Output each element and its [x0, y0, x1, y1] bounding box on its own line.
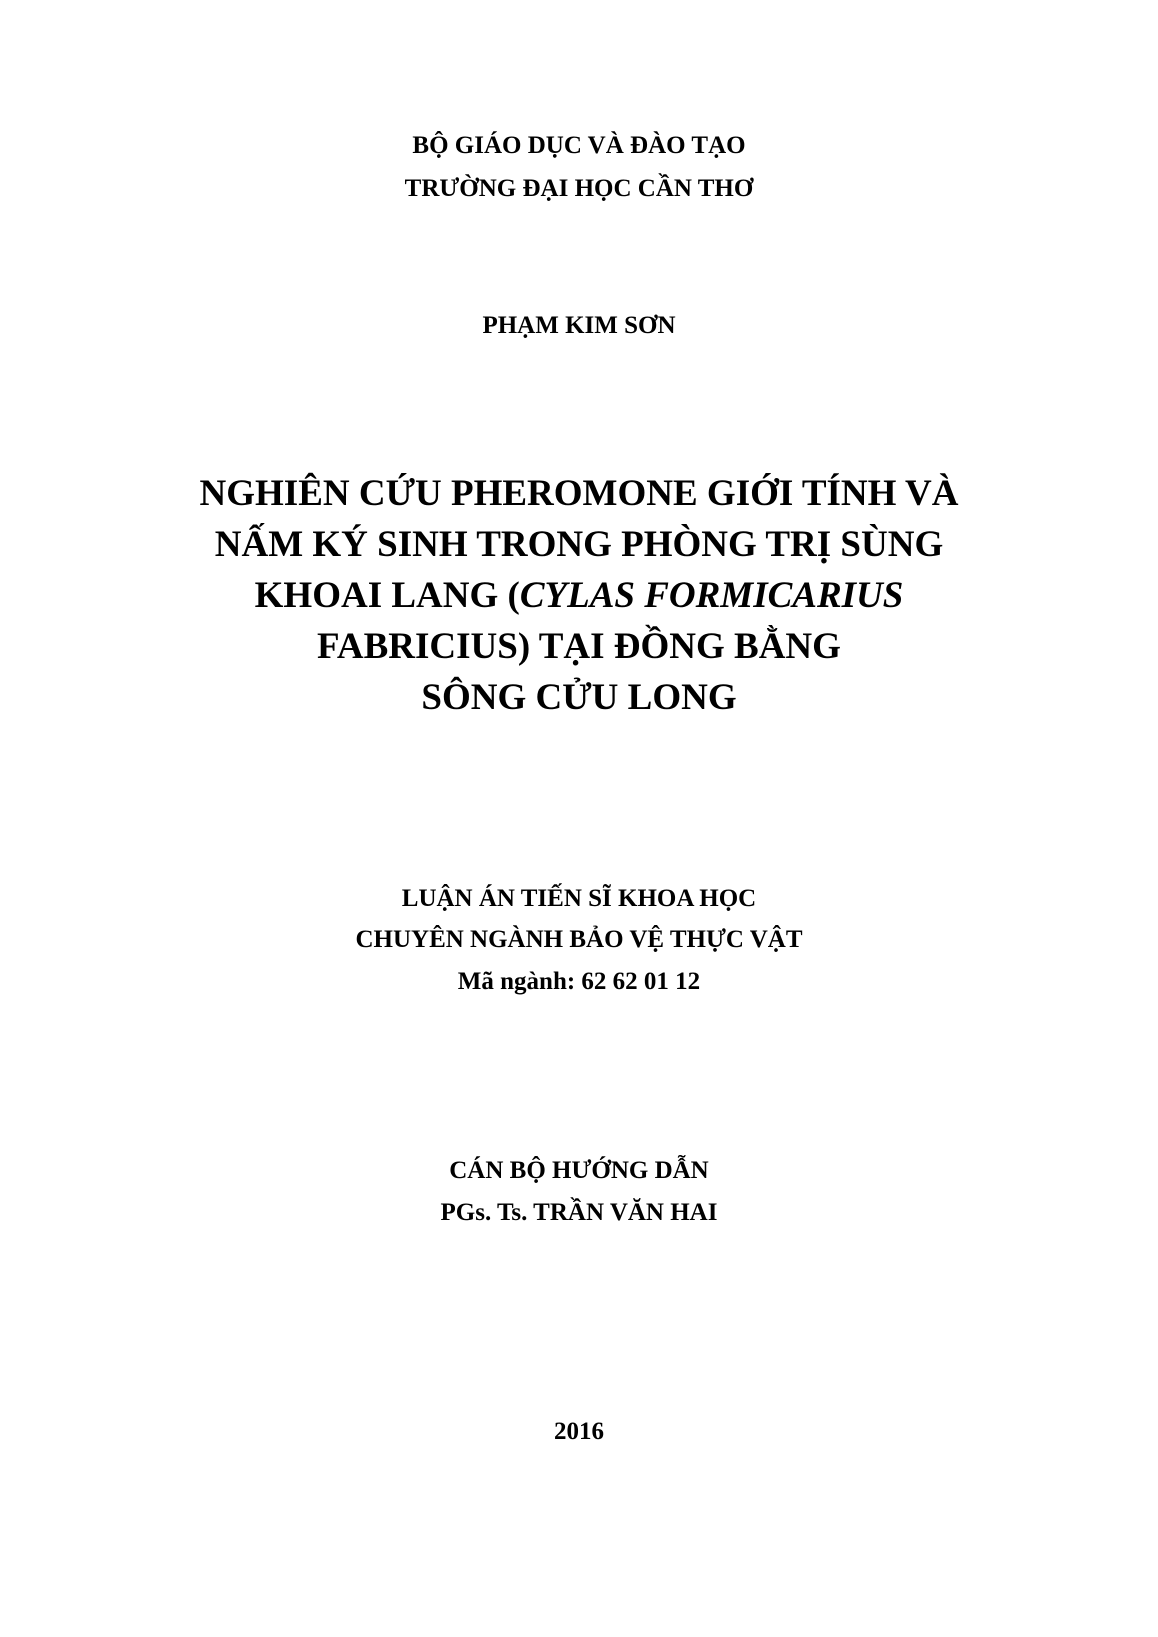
thesis-title-line-5: SÔNG CỬU LONG [421, 677, 737, 718]
major-code: Mã ngành: 62 62 01 12 [457, 968, 701, 995]
university-name: TRƯỜNG ĐẠI HỌC CẦN THƠ [404, 175, 754, 202]
thesis-year: 2016 [554, 1418, 604, 1445]
thesis-type: LUẬN ÁN TIẾN SĨ KHOA HỌC [401, 885, 757, 912]
ministry-name: BỘ GIÁO DỤC VÀ ĐÀO TẠO [412, 132, 746, 159]
species-name: CYLAS FORMICARIUS [519, 575, 904, 616]
thesis-major: CHUYÊN NGÀNH BẢO VỆ THỰC VẬT [355, 926, 803, 953]
thesis-title-line-3 [0, 574, 1158, 618]
thesis-title-line-4: FABRICIUS) TẠI ĐỒNG BẰNG [317, 626, 841, 667]
author-name: PHẠM KIM SƠN [482, 312, 676, 339]
supervisor-name: PGs. Ts. TRẦN VĂN HAI [440, 1199, 718, 1226]
thesis-title-line-3-prefix: KHOAI LANG ( [254, 575, 520, 616]
supervisor-label: CÁN BỘ HƯỚNG DẪN [449, 1157, 709, 1184]
thesis-title-line-2: NẤM KÝ SINH TRONG PHÒNG TRỊ SÙNG [214, 524, 944, 565]
thesis-title-line-1: NGHIÊN CỨU PHEROMONE GIỚI TÍNH VÀ [199, 473, 959, 514]
